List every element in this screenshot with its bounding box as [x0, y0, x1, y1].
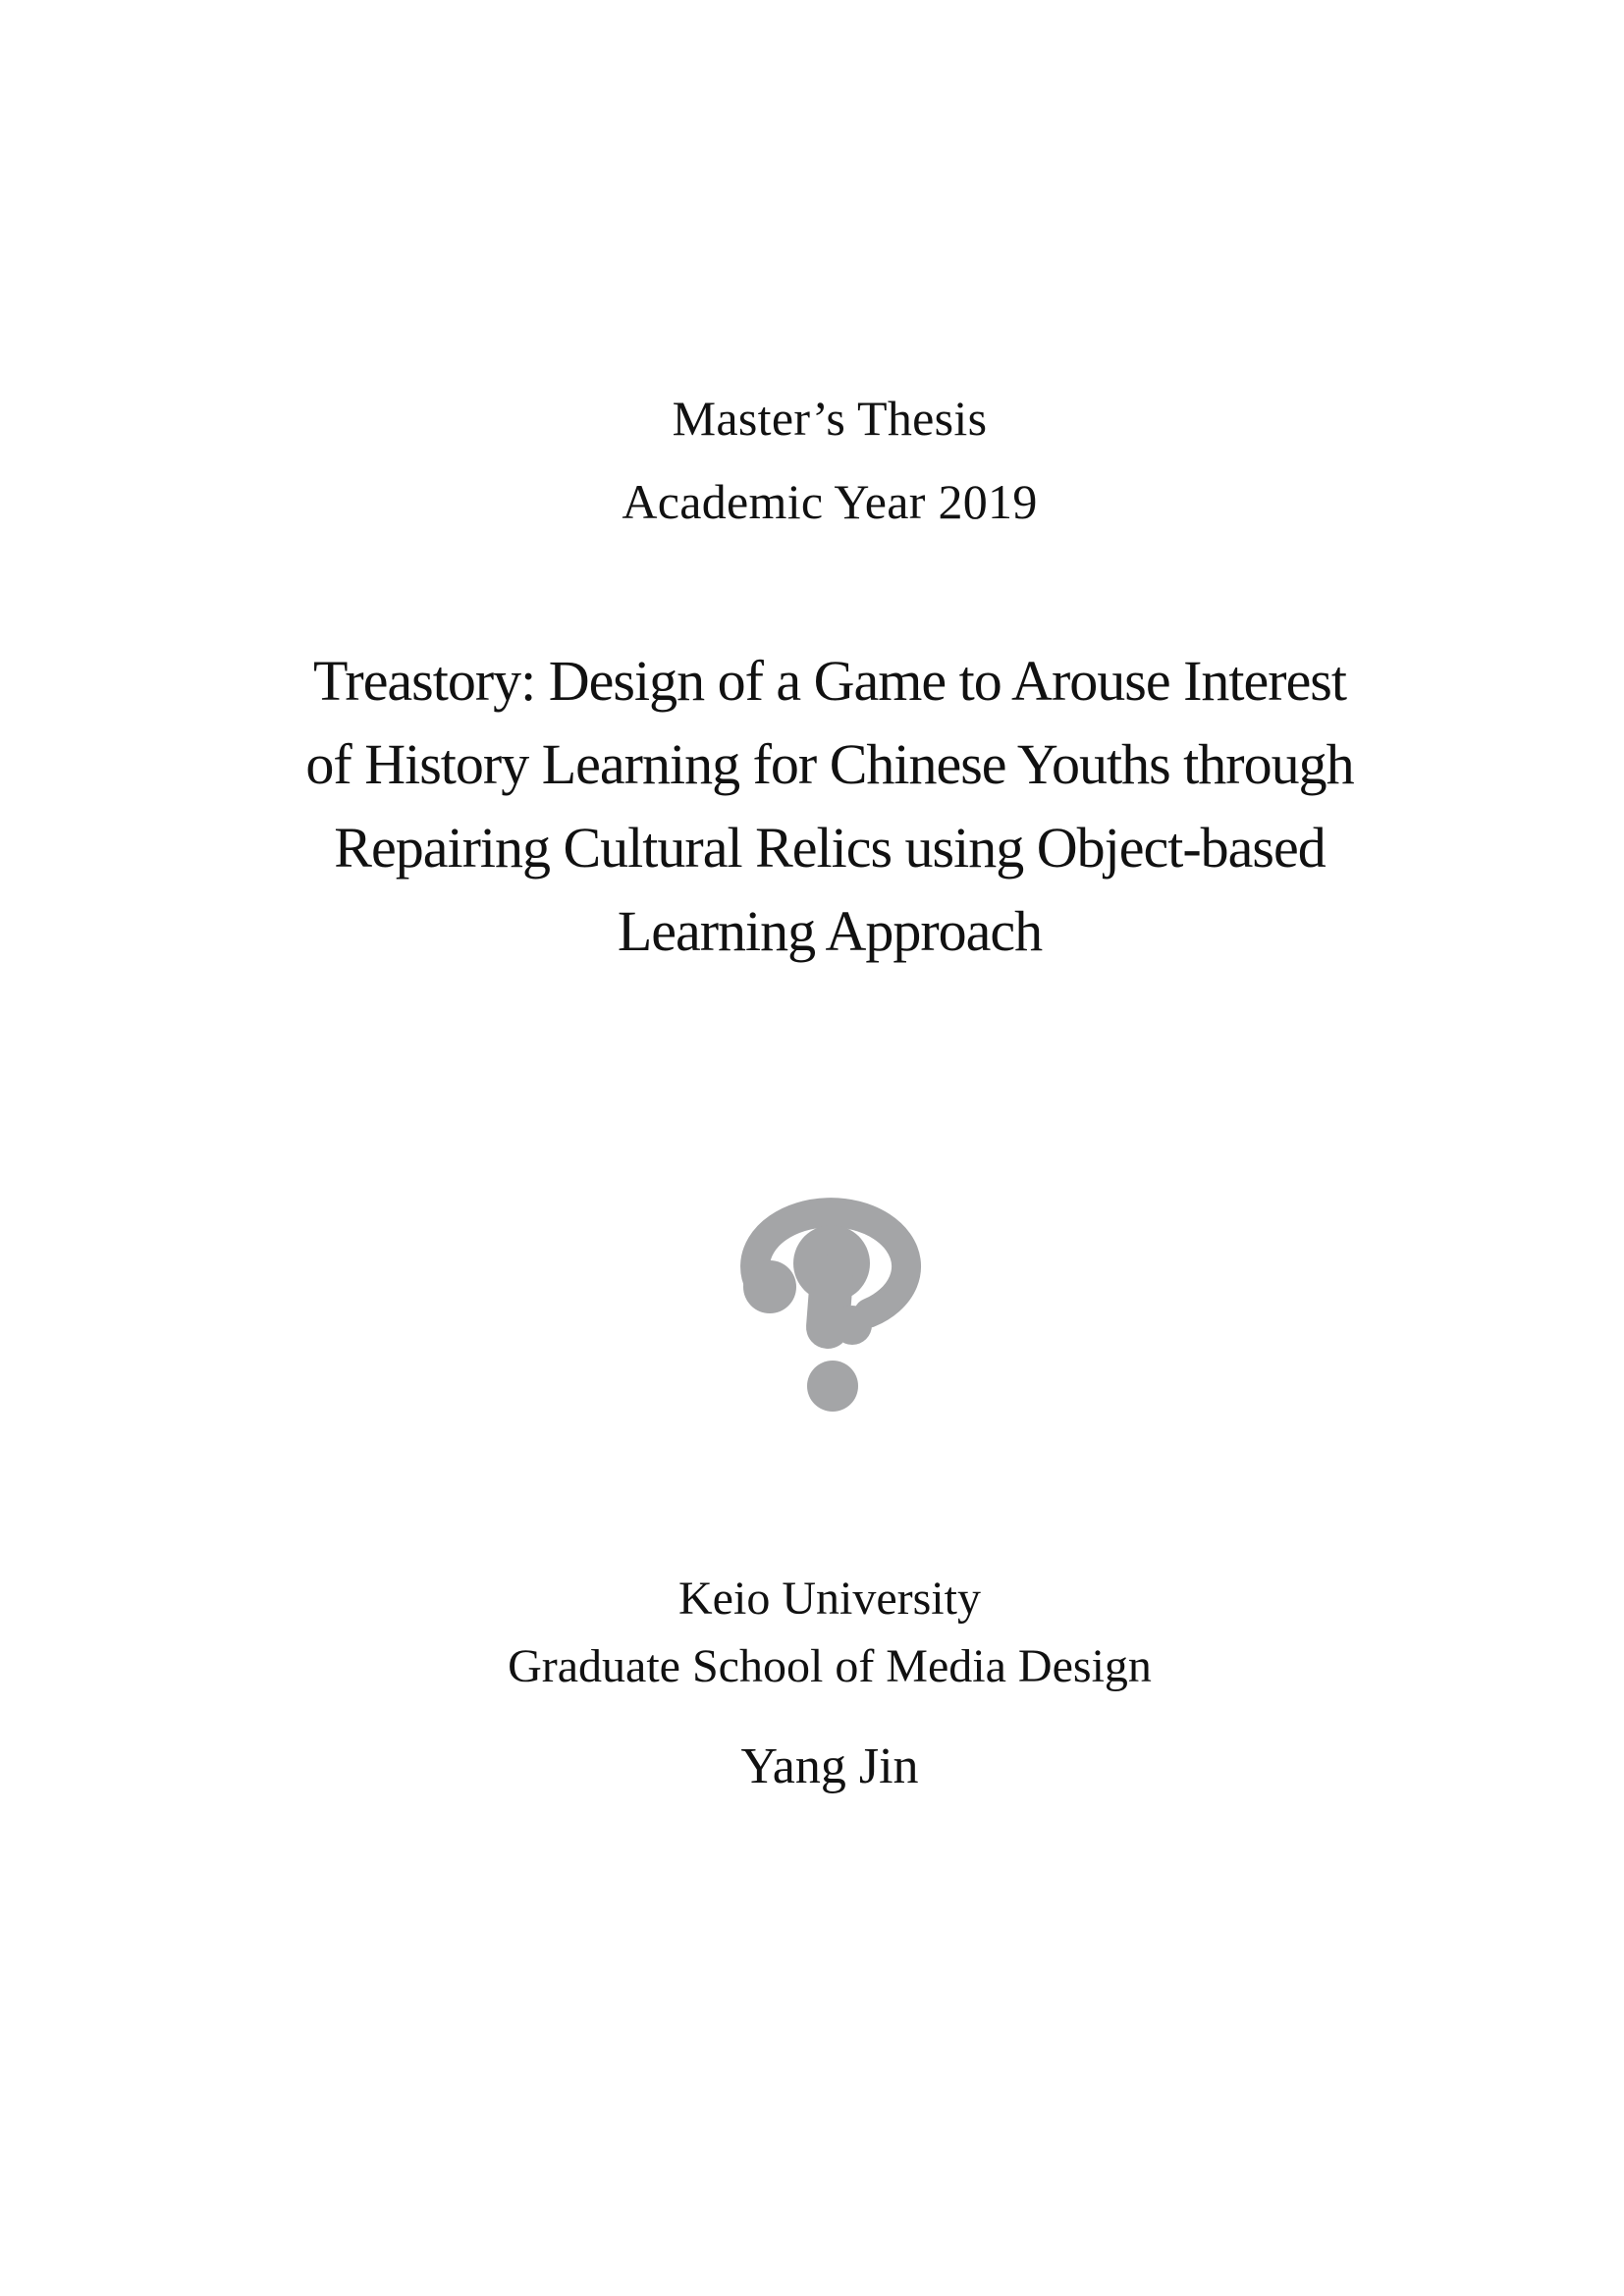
thesis-title-line: Learning Approach [617, 899, 1043, 963]
thesis-title-line: Repairing Cultural Relics using Object-based [334, 816, 1326, 880]
logo-hook-ball [743, 1260, 796, 1313]
school-name: Graduate School of Media Design [508, 1640, 1152, 1692]
thesis-title-line: Treastory: Design of a Game to Arouse Interest [312, 649, 1346, 713]
logo-junction-blob [833, 1306, 872, 1345]
logo-dot [807, 1361, 858, 1412]
university-name: Keio University [678, 1573, 981, 1625]
kmd-question-mark-logo-icon [727, 1178, 947, 1433]
logo-stem [828, 1276, 832, 1327]
document-type: Master’s Thesis [672, 391, 988, 446]
thesis-title-line: of History Learning for Chinese Youths through [305, 732, 1354, 796]
author-name: Yang Jin [740, 1738, 919, 1794]
thesis-title [35, 639, 1624, 973]
academic-year: Academic Year 2019 [622, 474, 1038, 529]
affiliation-block [35, 1565, 1624, 1700]
front-matter-block [35, 377, 1624, 544]
